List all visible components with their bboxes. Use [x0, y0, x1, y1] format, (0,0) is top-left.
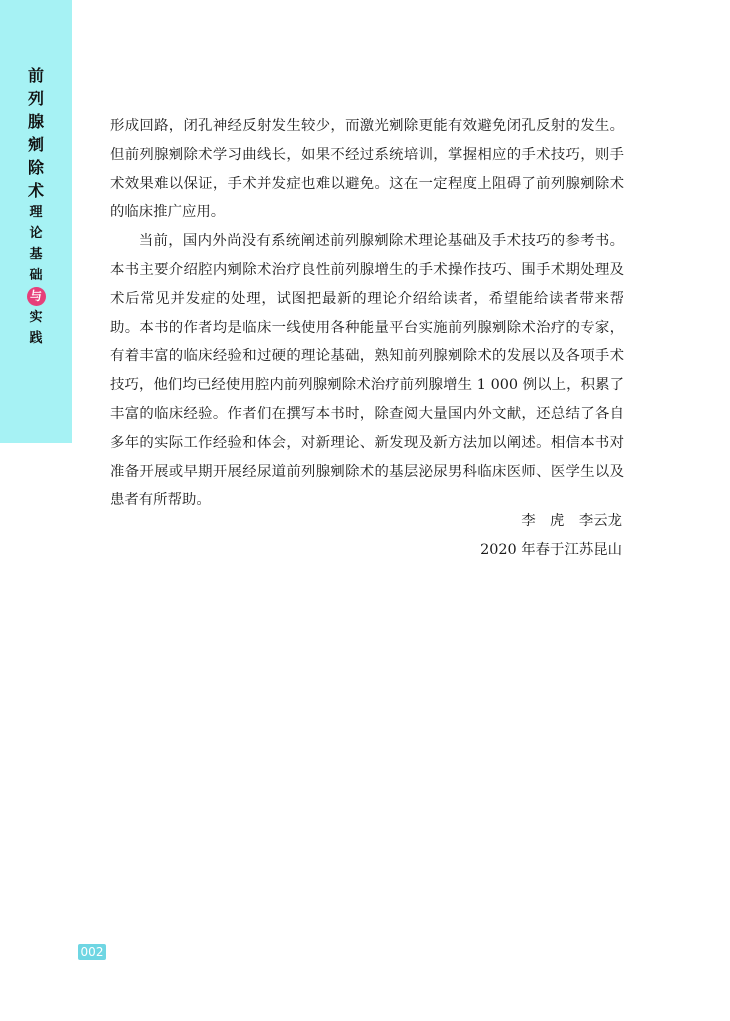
title-char: 列: [27, 89, 44, 108]
preface-body: [110, 112, 624, 515]
subtitle-char: 践: [29, 331, 43, 346]
title-char: 术: [27, 181, 44, 200]
subtitle-char: 础: [29, 268, 43, 283]
subtitle-char: 实: [29, 310, 43, 325]
paragraph: 形成回路，闭孔神经反射发生较少，而激光剜除更能有效避免闭孔反射的发生。但前列腺剜除术学习曲线长，如果不经过系统培训，掌握相应的手术技巧，则手术效果难以保证，手术并发症也难以避免。这在一定程度上阻碍了前列腺剜除术的临床推广应用。: [110, 118, 624, 221]
paragraph: 当前，国内外尚没有系统阐述前列腺剜除术理论基础及手术技巧的参考书。本书主要介绍腔内剜除术治疗良性前列腺增生的手术操作技巧、围手术期处理及术后常见并发症的处理，试图把最新的理论介绍给读者，希望能给读者带来帮助。本书的作者均是临床一线使用各种能量平台实施前列腺剜除术治疗的专家，有着丰富的临床经验和过硬的理论基础，熟知前列腺剜除术的发展以及各项手术技巧，他们均已经使用腔内前列腺剜除术治疗前列腺增生 1 000 例以上，积累了丰富的临床经验。作者们在撰写本书时，除查阅大量国内外文献，还总结了各自多年的实际工作经验和体会，对新理论、新发现及新方法加以阐述。相信本书对准备开展或早期开展经尿道前列腺剜除术的基层泌尿男科临床医师、医学生以及患者有所帮助。: [110, 233, 624, 509]
connector-badge: 与: [27, 287, 46, 306]
title-char: 除: [27, 158, 44, 177]
subtitle-char: 论: [29, 226, 43, 241]
page-number-badge: 002: [78, 944, 106, 960]
author-signature: 李 虎 李云龙: [521, 513, 622, 529]
subtitle-char: 理: [29, 205, 43, 220]
title-char: 腺: [27, 112, 44, 131]
date-place: 2020 年春于江苏昆山: [480, 542, 622, 558]
book-title-vertical: [0, 64, 72, 349]
title-char: 前: [27, 66, 44, 85]
subtitle-char: 基: [29, 247, 43, 262]
title-char: 剜: [27, 135, 44, 154]
